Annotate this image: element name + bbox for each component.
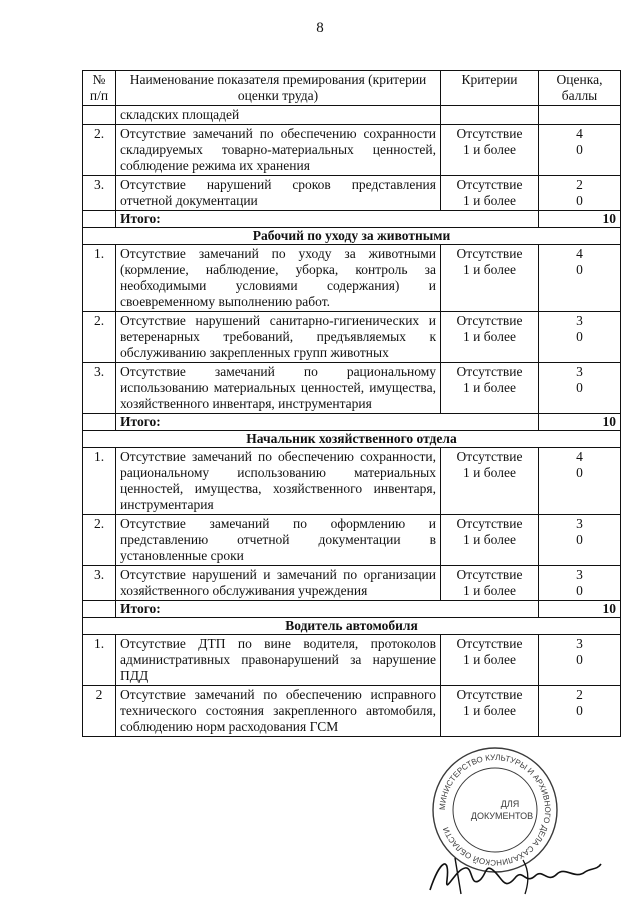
score-absent: 3 bbox=[576, 313, 583, 328]
header-criteria: Критерии bbox=[441, 71, 539, 106]
score-absent: 2 bbox=[576, 177, 583, 192]
row-text: Отсутствие замечаний по рациональному использованию материальных ценностей, имущества, хозяйственного инвентаря, инструментария bbox=[116, 363, 441, 414]
row-criteria bbox=[441, 312, 539, 363]
header-num: № п/п bbox=[83, 71, 116, 106]
criteria-absent: Отсутствие bbox=[456, 364, 523, 379]
row-text: Отсутствие нарушений сроков представления отчетной документации bbox=[116, 176, 441, 211]
criteria-one-or-more: 1 и более bbox=[463, 652, 516, 667]
row-number: 2. bbox=[83, 312, 116, 363]
section-title-row bbox=[83, 431, 621, 448]
table-row bbox=[83, 245, 621, 312]
criteria-one-or-more: 1 и более bbox=[463, 380, 516, 395]
table-header-row bbox=[83, 71, 621, 106]
row-text: Отсутствие замечаний по обеспечению сохранности складируемых товарно-материальных ценностей, соблюдение режима их хранения bbox=[116, 125, 441, 176]
row-number: 1. bbox=[83, 245, 116, 312]
score-absent: 3 bbox=[576, 516, 583, 531]
score-absent: 3 bbox=[576, 364, 583, 379]
row-score bbox=[539, 176, 621, 211]
total-value: 10 bbox=[539, 211, 621, 228]
score-one-or-more: 0 bbox=[576, 329, 583, 344]
row-text: Отсутствие нарушений и замечаний по организации хозяйственного обслуживания учреждения bbox=[116, 566, 441, 601]
row-number: 1. bbox=[83, 448, 116, 515]
criteria-absent: Отсутствие bbox=[456, 126, 523, 141]
total-label: Итого: bbox=[116, 211, 539, 228]
row-text: складских площадей bbox=[116, 106, 441, 125]
table-row bbox=[83, 312, 621, 363]
row-score bbox=[539, 363, 621, 414]
table-row bbox=[83, 448, 621, 515]
criteria-one-or-more: 1 и более bbox=[463, 329, 516, 344]
table-row bbox=[83, 363, 621, 414]
criteria-one-or-more: 1 и более bbox=[463, 703, 516, 718]
row-score bbox=[539, 515, 621, 566]
criteria-absent: Отсутствие bbox=[456, 687, 523, 702]
page-number: 8 bbox=[316, 20, 324, 36]
score-absent: 3 bbox=[576, 567, 583, 582]
row-number: 3. bbox=[83, 566, 116, 601]
criteria-one-or-more: 1 и более bbox=[463, 532, 516, 547]
row-text: Отсутствие нарушений санитарно-гигиенических и ветеренарных требований, предъявляемых к обслуживанию закрепленных групп животных bbox=[116, 312, 441, 363]
row-text: Отсутствие замечаний по уходу за животными (кормление, наблюдение, уборка, контроль за необходимыми условиями содержания) и своевременному выполнению работ. bbox=[116, 245, 441, 312]
score-one-or-more: 0 bbox=[576, 142, 583, 157]
score-absent: 2 bbox=[576, 687, 583, 702]
section-title: Начальник хозяйственного отдела bbox=[83, 431, 621, 448]
section-title: Рабочий по уходу за животными bbox=[83, 228, 621, 245]
table-row-continued bbox=[83, 106, 621, 125]
criteria-absent: Отсутствие bbox=[456, 516, 523, 531]
header-score: Оценка, баллы bbox=[539, 71, 621, 106]
criteria-absent: Отсутствие bbox=[456, 177, 523, 192]
row-text: Отсутствие замечаний по обеспечению исправного технического состояния закрепленного автомобиля, соблюдению норм расходования ГСМ bbox=[116, 686, 441, 737]
row-number: 3. bbox=[83, 363, 116, 414]
total-row bbox=[83, 414, 621, 431]
row-number: 3. bbox=[83, 176, 116, 211]
score-one-or-more: 0 bbox=[576, 193, 583, 208]
criteria-absent: Отсутствие bbox=[456, 313, 523, 328]
criteria-absent: Отсутствие bbox=[456, 246, 523, 261]
row-criteria bbox=[441, 448, 539, 515]
table-row bbox=[83, 176, 621, 211]
row-number: 2 bbox=[83, 686, 116, 737]
total-label: Итого: bbox=[116, 414, 539, 431]
score-one-or-more: 0 bbox=[576, 703, 583, 718]
criteria-one-or-more: 1 и более bbox=[463, 142, 516, 157]
criteria-absent: Отсутствие bbox=[456, 449, 523, 464]
criteria-absent: Отсутствие bbox=[456, 636, 523, 651]
score-absent: 4 bbox=[576, 449, 583, 464]
row-number: 1. bbox=[83, 635, 116, 686]
total-row bbox=[83, 211, 621, 228]
section-title-row bbox=[83, 228, 621, 245]
criteria-absent: Отсутствие bbox=[456, 567, 523, 582]
table-row bbox=[83, 566, 621, 601]
criteria-one-or-more: 1 и более bbox=[463, 583, 516, 598]
row-criteria bbox=[441, 245, 539, 312]
score-one-or-more: 0 bbox=[576, 652, 583, 667]
row-score bbox=[539, 635, 621, 686]
row-score bbox=[539, 686, 621, 737]
svg-text:МИНИСТЕРСТВО КУЛЬТУРЫ И АРХИВН: МИНИСТЕРСТВО КУЛЬТУРЫ И АРХИВНОГО ДЕЛА САХАЛИНСКОЙ ОБЛАСТИ bbox=[437, 752, 553, 868]
row-criteria bbox=[441, 176, 539, 211]
header-name: Наименование показателя премирования (критерии оценки труда) bbox=[116, 71, 441, 106]
stamp-line-2: ДОКУМЕНТОВ bbox=[470, 811, 534, 821]
row-criteria bbox=[441, 125, 539, 176]
stamp-line-1: ДЛЯ bbox=[500, 799, 520, 809]
row-criteria bbox=[441, 566, 539, 601]
table-row bbox=[83, 515, 621, 566]
row-number: 2. bbox=[83, 515, 116, 566]
section-title-row bbox=[83, 618, 621, 635]
total-value: 10 bbox=[539, 601, 621, 618]
row-score bbox=[539, 566, 621, 601]
table-row bbox=[83, 686, 621, 737]
criteria-one-or-more: 1 и более bbox=[463, 465, 516, 480]
score-absent: 4 bbox=[576, 126, 583, 141]
score-one-or-more: 0 bbox=[576, 583, 583, 598]
row-score bbox=[539, 125, 621, 176]
table-row bbox=[83, 125, 621, 176]
row-score bbox=[539, 245, 621, 312]
score-absent: 3 bbox=[576, 636, 583, 651]
score-one-or-more: 0 bbox=[576, 262, 583, 277]
row-text: Отсутствие ДТП по вине водителя, протоколов административных правонарушений за нарушение ПДД bbox=[116, 635, 441, 686]
table-body bbox=[83, 106, 621, 737]
score-one-or-more: 0 bbox=[576, 465, 583, 480]
row-number: 2. bbox=[83, 125, 116, 176]
total-value: 10 bbox=[539, 414, 621, 431]
total-label: Итого: bbox=[116, 601, 539, 618]
row-text: Отсутствие замечаний по оформлению и представлению отчетной документации в установленные сроки bbox=[116, 515, 441, 566]
row-criteria bbox=[441, 635, 539, 686]
row-score bbox=[539, 448, 621, 515]
section-title: Водитель автомобиля bbox=[83, 618, 621, 635]
row-text: Отсутствие замечаний по обеспечению сохранности, рациональному использованию материальных ценностей, имущества, хозяйственного инвентаря, инструментария bbox=[116, 448, 441, 515]
table-row bbox=[83, 635, 621, 686]
row-score bbox=[539, 312, 621, 363]
score-one-or-more: 0 bbox=[576, 532, 583, 547]
criteria-one-or-more: 1 и более bbox=[463, 262, 516, 277]
score-one-or-more: 0 bbox=[576, 380, 583, 395]
total-row bbox=[83, 601, 621, 618]
bonus-criteria-table bbox=[82, 70, 621, 737]
row-criteria bbox=[441, 686, 539, 737]
score-absent: 4 bbox=[576, 246, 583, 261]
row-criteria bbox=[441, 363, 539, 414]
row-criteria bbox=[441, 515, 539, 566]
criteria-one-or-more: 1 и более bbox=[463, 193, 516, 208]
handwritten-signature bbox=[425, 850, 605, 900]
